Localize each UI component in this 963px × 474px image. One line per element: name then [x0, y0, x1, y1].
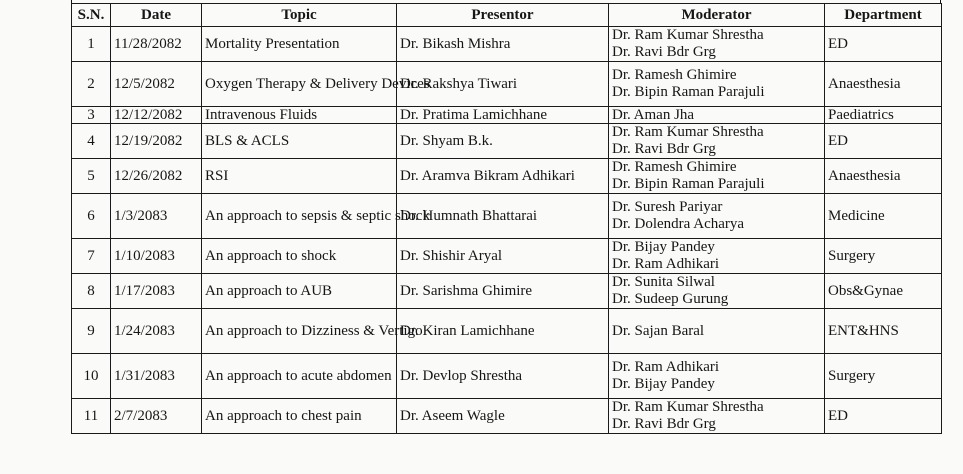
topic-cell: Mortality Presentation	[202, 27, 397, 62]
topic-cell: An approach to chest pain	[202, 399, 397, 434]
sn-cell: 6	[72, 194, 111, 239]
table-row	[72, 194, 942, 239]
moderator-name: Dr. Ram Kumar Shrestha	[612, 27, 764, 43]
sn-cell: 4	[72, 124, 111, 159]
presentor-cell: Dr. Pratima Lamichhane	[397, 107, 609, 124]
presentor-cell: Dr. Kiran Lamichhane	[397, 309, 609, 354]
moderator-cell	[609, 27, 825, 62]
department-cell: Surgery	[825, 239, 942, 274]
sn-cell: 8	[72, 274, 111, 309]
presentation-schedule-table	[71, 3, 942, 434]
table-row	[72, 124, 942, 159]
moderator-name: Dr. Ram Adhikari	[612, 359, 720, 375]
topic-cell: An approach to AUB	[202, 274, 397, 309]
sn-cell: 3	[72, 107, 111, 124]
moderator-name: Dr. Bipin Raman Parajuli	[612, 176, 765, 192]
schedule-body	[72, 27, 942, 434]
date-cell: 1/3/2083	[111, 194, 202, 239]
table-row	[72, 239, 942, 274]
presentor-cell: Dr. Humnath Bhattarai	[397, 194, 609, 239]
topic-cell: An approach to sepsis & septic shock	[202, 194, 397, 239]
date-cell: 1/31/2083	[111, 354, 202, 399]
date-cell: 12/26/2082	[111, 159, 202, 194]
moderator-name: Dr. Bijay Pandey	[612, 239, 715, 255]
department-cell: Anaesthesia	[825, 62, 942, 107]
topic-cell: BLS & ACLS	[202, 124, 397, 159]
department-cell: Anaesthesia	[825, 159, 942, 194]
sn-cell: 9	[72, 309, 111, 354]
table-row	[72, 309, 942, 354]
moderator-name: Dr. Dolendra Acharya	[612, 216, 745, 232]
moderator-name: Dr. Sunita Silwal	[612, 274, 715, 290]
department-cell: ED	[825, 399, 942, 434]
table-row	[72, 62, 942, 107]
date-cell: 11/28/2082	[111, 27, 202, 62]
presentor-cell: Dr. Shishir Aryal	[397, 239, 609, 274]
moderator-cell	[609, 194, 825, 239]
moderator-cell	[609, 274, 825, 309]
sn-cell: 10	[72, 354, 111, 399]
moderator-name: Dr. Aman Jha	[612, 106, 695, 123]
topic-cell: Intravenous Fluids	[202, 107, 397, 124]
department-cell: Medicine	[825, 194, 942, 239]
sn-cell: 5	[72, 159, 111, 194]
table-row	[72, 27, 942, 62]
sn-cell: 1	[72, 27, 111, 62]
table-row	[72, 354, 942, 399]
moderator-name: Dr. Sudeep Gurung	[612, 291, 729, 307]
header-row	[72, 4, 942, 27]
moderator-name: Dr. Sajan Baral	[612, 322, 705, 339]
moderator-name: Dr. Ravi Bdr Grg	[612, 141, 716, 157]
date-cell: 12/5/2082	[111, 62, 202, 107]
moderator-cell	[609, 239, 825, 274]
moderator-name: Dr. Ram Kumar Shrestha	[612, 124, 764, 140]
moderator-name: Dr. Ravi Bdr Grg	[612, 416, 716, 432]
presentor-cell: Dr. Rakshya Tiwari	[397, 62, 609, 107]
moderator-name: Dr. Ramesh Ghimire	[612, 159, 737, 175]
moderator-cell	[609, 399, 825, 434]
presentor-cell: Dr. Shyam B.k.	[397, 124, 609, 159]
topic-cell: RSI	[202, 159, 397, 194]
presentor-cell: Dr. Devlop Shrestha	[397, 354, 609, 399]
topic-cell: An approach to shock	[202, 239, 397, 274]
department-cell: Obs&Gynae	[825, 274, 942, 309]
table-row	[72, 159, 942, 194]
presentor-cell: Dr. Bikash Mishra	[397, 27, 609, 62]
date-cell: 1/17/2083	[111, 274, 202, 309]
moderator-cell	[609, 107, 825, 124]
department-cell: ENT&HNS	[825, 309, 942, 354]
date-cell: 1/24/2083	[111, 309, 202, 354]
header-department: Department	[825, 4, 942, 27]
date-cell: 2/7/2083	[111, 399, 202, 434]
date-cell: 12/12/2082	[111, 107, 202, 124]
topic-cell: An approach to acute abdomen	[202, 354, 397, 399]
date-cell: 1/10/2083	[111, 239, 202, 274]
department-cell: ED	[825, 27, 942, 62]
moderator-name: Dr. Ramesh Ghimire	[612, 67, 737, 83]
header-presentor: Presentor	[397, 4, 609, 27]
moderator-cell	[609, 309, 825, 354]
sn-cell: 11	[72, 399, 111, 434]
moderator-name: Dr. Ram Adhikari	[612, 256, 720, 272]
moderator-cell	[609, 62, 825, 107]
table-row	[72, 274, 942, 309]
presentor-cell: Dr. Aramva Bikram Adhikari	[397, 159, 609, 194]
presentor-cell: Dr. Sarishma Ghimire	[397, 274, 609, 309]
table-row	[72, 399, 942, 434]
moderator-cell	[609, 354, 825, 399]
header-date: Date	[111, 4, 202, 27]
department-cell: Surgery	[825, 354, 942, 399]
topic-cell: An approach to Dizziness & Vertigo	[202, 309, 397, 354]
moderator-cell	[609, 124, 825, 159]
sn-cell: 2	[72, 62, 111, 107]
sn-cell: 7	[72, 239, 111, 274]
moderator-name: Dr. Suresh Pariyar	[612, 199, 723, 215]
table-row	[72, 107, 942, 124]
topic-cell: Oxygen Therapy & Delivery Devices	[202, 62, 397, 107]
presentor-cell: Dr. Aseem Wagle	[397, 399, 609, 434]
header-topic: Topic	[202, 4, 397, 27]
header-moderator: Moderator	[609, 4, 825, 27]
department-cell: Paediatrics	[825, 107, 942, 124]
moderator-name: Dr. Ram Kumar Shrestha	[612, 399, 764, 415]
header-sn: S.N.	[72, 4, 111, 27]
moderator-name: Dr. Bipin Raman Parajuli	[612, 84, 765, 100]
moderator-name: Dr. Ravi Bdr Grg	[612, 44, 716, 60]
moderator-name: Dr. Bijay Pandey	[612, 376, 715, 392]
date-cell: 12/19/2082	[111, 124, 202, 159]
department-cell: ED	[825, 124, 942, 159]
moderator-cell	[609, 159, 825, 194]
